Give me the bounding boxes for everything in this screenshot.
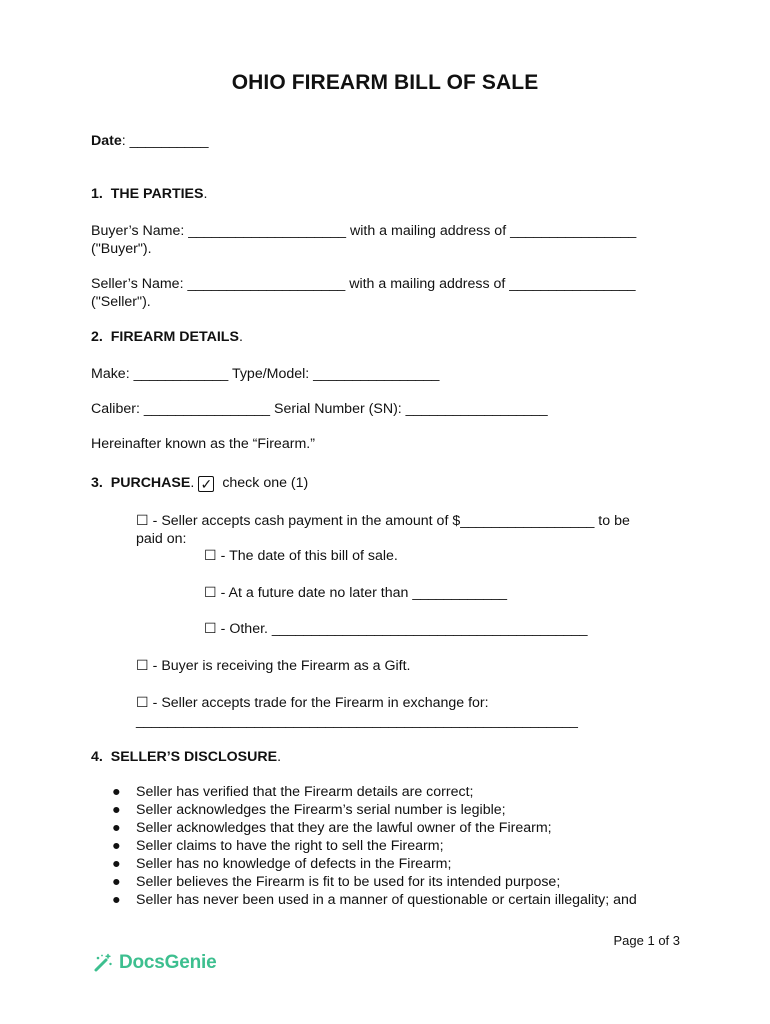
bullet-icon: ●: [112, 838, 121, 854]
list-item: [112, 873, 637, 891]
buyer-label-line: ("Buyer").: [91, 241, 152, 257]
buyer-name-line: Buyer’s Name: ____________________ with a mailing address of ________________: [91, 223, 637, 239]
bullet-icon: ●: [112, 874, 121, 890]
check-one-instruction: check one (1): [222, 475, 309, 491]
bullet-icon: ●: [112, 802, 121, 818]
option-future-date[interactable]: ☐ - At a future date no later than ____________: [204, 585, 508, 601]
list-item: [112, 819, 637, 837]
seller-label-line: ("Seller").: [91, 294, 151, 310]
section-number: 2.: [91, 329, 103, 345]
bullet-icon: ●: [112, 856, 121, 872]
bullet-icon: ●: [112, 784, 121, 800]
disclosure-list: [112, 783, 637, 909]
date-line: [91, 132, 209, 150]
option-other[interactable]: ☐ - Other. ________________________________________: [204, 621, 588, 637]
date-blank: : __________: [121, 133, 209, 149]
list-item-text: Seller has verified that the Firearm details are correct;: [136, 784, 474, 800]
gift-option[interactable]: ☐ - Buyer is receiving the Firearm as a Gift.: [136, 658, 411, 674]
caliber-serial-line: Caliber: ________________ Serial Number (SN): __________________: [91, 401, 548, 417]
section-disclosure-heading: [91, 748, 281, 766]
list-item-text: Seller has no knowledge of defects in the Firearm;: [136, 856, 452, 872]
section-title: SELLER’S DISCLOSURE: [110, 749, 278, 765]
option-date-of-sale[interactable]: ☐ - The date of this bill of sale.: [204, 548, 398, 564]
list-item-text: Seller claims to have the right to sell the Firearm;: [136, 838, 444, 854]
magic-wand-icon: [93, 953, 113, 973]
list-item-text: Seller acknowledges the Firearm’s serial number is legible;: [136, 802, 506, 818]
seller-name-line: Seller’s Name: ____________________ with a mailing address of ________________: [91, 276, 636, 292]
logo-text: DocsGenie: [119, 952, 217, 973]
list-item: [112, 801, 637, 819]
section-dot: .: [203, 186, 208, 202]
section-dot: .: [277, 749, 282, 765]
trade-blank-line: ________________________________________________________: [136, 713, 578, 729]
make-model-line: Make: ____________ Type/Model: ________________: [91, 366, 440, 382]
known-as-line: Hereinafter known as the “Firearm.”: [91, 436, 315, 452]
cash-payment-option[interactable]: ☐ - Seller accepts cash payment in the amount of $_________________ to be: [136, 513, 630, 529]
list-item: [112, 891, 637, 909]
cash-payment-paid-on: paid on:: [136, 531, 187, 547]
trade-option[interactable]: ☐ - Seller accepts trade for the Firearm in exchange for:: [136, 695, 489, 711]
list-item: [112, 783, 637, 801]
section-title: THE PARTIES: [110, 186, 204, 202]
bullet-icon: ●: [112, 820, 121, 836]
section-dot: .: [238, 329, 243, 345]
docsgenie-logo: [93, 950, 216, 976]
date-label: Date: [91, 133, 122, 149]
section-dot: .: [190, 475, 195, 491]
list-item: [112, 837, 637, 855]
section-title: PURCHASE: [110, 475, 191, 491]
section-number: 1.: [91, 186, 103, 202]
list-item-text: Seller believes the Firearm is fit to be used for its intended purpose;: [136, 874, 561, 890]
section-purchase-heading: [91, 474, 308, 492]
section-firearm-heading: [91, 328, 243, 346]
checkmark-box-icon: ✓: [198, 476, 214, 492]
page-number: Page 1 of 3: [613, 933, 680, 948]
section-number: 3.: [91, 475, 103, 491]
bullet-icon: ●: [112, 892, 121, 908]
page-title: OHIO FIREARM BILL OF SALE: [231, 71, 539, 94]
list-item: [112, 855, 637, 873]
section-parties-heading: [91, 185, 207, 203]
list-item-text: Seller has never been used in a manner of questionable or certain illegality; and: [136, 892, 637, 908]
section-title: FIREARM DETAILS: [110, 329, 239, 345]
list-item-text: Seller acknowledges that they are the lawful owner of the Firearm;: [136, 820, 552, 836]
section-number: 4.: [91, 749, 103, 765]
